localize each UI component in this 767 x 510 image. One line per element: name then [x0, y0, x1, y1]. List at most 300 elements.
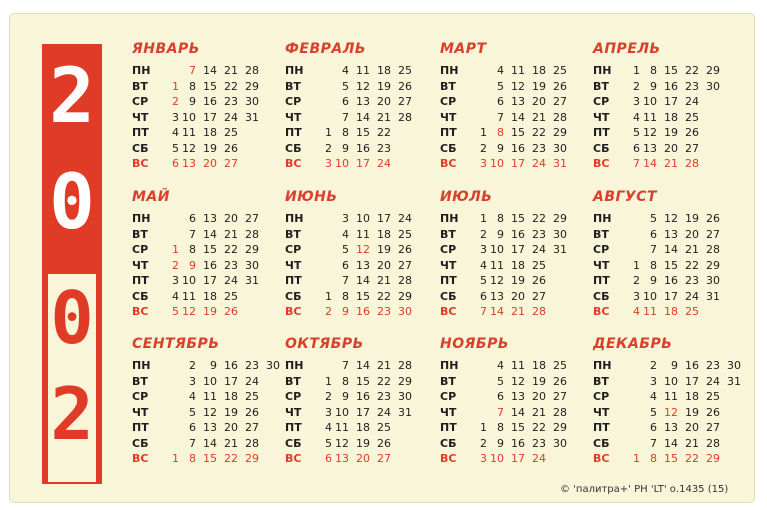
day-number: 27	[553, 95, 567, 108]
weekday-label: ЧТ	[132, 405, 149, 419]
weekday-label: ПТ	[285, 274, 302, 287]
weekday-label: СБ	[285, 436, 302, 450]
day-number: 10	[664, 374, 678, 388]
day-number: 8	[189, 243, 196, 256]
weekday-label: ВС	[440, 452, 457, 465]
month-block	[132, 336, 282, 476]
day-number: 8	[650, 64, 657, 77]
day-number: 26	[398, 243, 412, 256]
day-number: 28	[398, 274, 412, 287]
day-number: 12	[182, 305, 196, 318]
day-number: 11	[203, 390, 217, 403]
day-number: 5	[325, 436, 332, 450]
day-number: 3	[325, 405, 332, 419]
day-number: 24	[532, 157, 546, 170]
weekday-label: ЧТ	[593, 258, 610, 272]
day-number: 29	[553, 421, 567, 434]
day-number: 30	[266, 359, 280, 372]
month-block	[440, 336, 590, 476]
day-number: 19	[532, 374, 546, 388]
day-number: 27	[553, 390, 567, 403]
weekday-label: ЧТ	[593, 110, 610, 124]
day-number: 1	[633, 64, 640, 77]
day-number: 4	[633, 305, 640, 318]
weekday-label: ВС	[593, 157, 610, 170]
day-number: 30	[245, 95, 259, 108]
day-number: 5	[172, 141, 179, 155]
weekday-label: СР	[132, 390, 149, 403]
weekday-label: ПТ	[285, 126, 302, 139]
day-number: 10	[490, 452, 504, 465]
month-name: ДЕКАБРЬ	[593, 336, 673, 352]
day-number: 2	[325, 390, 332, 403]
weekday-label: ВС	[285, 157, 302, 170]
day-number: 9	[650, 79, 657, 93]
day-number: 31	[553, 243, 567, 256]
day-number: 22	[224, 243, 238, 256]
day-number: 10	[490, 157, 504, 170]
day-number: 22	[685, 452, 699, 465]
day-number: 7	[342, 274, 349, 287]
day-number: 1	[325, 126, 332, 139]
day-number: 14	[511, 405, 525, 419]
day-number: 25	[553, 359, 567, 372]
weekday-label: ПН	[285, 64, 304, 77]
day-number: 20	[377, 95, 391, 108]
day-number: 6	[189, 212, 196, 225]
day-number: 5	[480, 274, 487, 287]
day-number: 10	[203, 374, 217, 388]
day-number: 31	[553, 157, 567, 170]
day-number: 31	[245, 110, 259, 124]
weekday-label: ПТ	[593, 274, 610, 287]
day-number: 15	[203, 452, 217, 465]
day-number: 15	[203, 79, 217, 93]
day-number: 13	[490, 289, 504, 303]
day-number: 13	[203, 212, 217, 225]
day-number: 18	[224, 390, 238, 403]
day-number: 26	[553, 79, 567, 93]
month-name: ОКТЯБРЬ	[285, 336, 364, 352]
day-number: 10	[643, 95, 657, 108]
day-number: 27	[398, 95, 412, 108]
month-block	[285, 336, 435, 476]
day-number: 18	[377, 227, 391, 241]
day-number: 16	[356, 390, 370, 403]
weekday-label: ПТ	[285, 421, 302, 434]
day-number: 7	[497, 405, 504, 419]
day-number: 5	[189, 405, 196, 419]
day-number: 26	[224, 141, 238, 155]
day-number: 10	[643, 289, 657, 303]
day-number: 13	[356, 258, 370, 272]
weekday-label: ВТ	[132, 227, 148, 241]
day-number: 21	[224, 227, 238, 241]
day-number: 15	[511, 212, 525, 225]
day-number: 4	[497, 359, 504, 372]
day-number: 2	[172, 95, 179, 108]
day-number: 5	[342, 79, 349, 93]
year-digit-4: 2	[50, 372, 94, 456]
day-number: 27	[706, 227, 720, 241]
day-number: 13	[182, 157, 196, 170]
day-number: 3	[480, 157, 487, 170]
day-number: 19	[511, 274, 525, 287]
day-number: 6	[480, 289, 487, 303]
day-number: 14	[356, 110, 370, 124]
day-number: 17	[377, 212, 391, 225]
day-number: 26	[245, 405, 259, 419]
day-number: 16	[203, 95, 217, 108]
weekday-label: СР	[593, 243, 610, 256]
day-number: 28	[398, 359, 412, 372]
day-number: 17	[356, 405, 370, 419]
weekday-label: СР	[593, 390, 610, 403]
day-number: 1	[633, 258, 640, 272]
weekday-label: СБ	[285, 141, 302, 155]
month-block	[132, 189, 282, 329]
day-number: 6	[497, 95, 504, 108]
weekday-label: ПТ	[440, 126, 457, 139]
day-number: 2	[633, 79, 640, 93]
day-number: 14	[356, 274, 370, 287]
month-name: ИЮНЬ	[285, 189, 338, 205]
day-number: 12	[664, 212, 678, 225]
weekday-label: ВТ	[440, 374, 456, 388]
day-number: 10	[182, 274, 196, 287]
day-number: 13	[664, 227, 678, 241]
year-window	[48, 274, 96, 482]
day-number: 11	[356, 227, 370, 241]
day-number: 3	[633, 95, 640, 108]
weekday-label: ЧТ	[593, 405, 610, 419]
weekday-label: ПТ	[440, 421, 457, 434]
copyright-text: © 'палитра+' РН 'LT' о.1435 (15)	[560, 484, 729, 495]
day-number: 14	[490, 305, 504, 318]
day-number: 4	[342, 64, 349, 77]
day-number: 23	[532, 141, 546, 155]
day-number: 2	[650, 359, 657, 372]
weekday-label: ВТ	[593, 79, 609, 93]
day-number: 21	[377, 274, 391, 287]
day-number: 8	[342, 126, 349, 139]
day-number: 12	[182, 141, 196, 155]
day-number: 20	[511, 289, 525, 303]
day-number: 5	[497, 374, 504, 388]
day-number: 30	[727, 359, 741, 372]
day-number: 4	[342, 227, 349, 241]
day-number: 15	[203, 243, 217, 256]
weekday-label: ЧТ	[440, 110, 457, 124]
weekday-label: ПН	[132, 359, 151, 372]
day-number: 11	[643, 110, 657, 124]
day-number: 31	[727, 374, 741, 388]
day-number: 20	[203, 157, 217, 170]
day-number: 3	[480, 452, 487, 465]
day-number: 14	[664, 243, 678, 256]
weekday-label: ПН	[285, 359, 304, 372]
day-number: 14	[643, 157, 657, 170]
day-number: 29	[553, 212, 567, 225]
weekday-label: СБ	[285, 289, 302, 303]
day-number: 21	[532, 405, 546, 419]
day-number: 4	[189, 390, 196, 403]
day-number: 6	[342, 258, 349, 272]
day-number: 12	[511, 374, 525, 388]
weekday-label: ПТ	[593, 126, 610, 139]
weekday-label: ВТ	[285, 227, 301, 241]
day-number: 19	[532, 79, 546, 93]
day-number: 21	[377, 110, 391, 124]
day-number: 22	[377, 374, 391, 388]
day-number: 8	[650, 258, 657, 272]
day-number: 22	[685, 64, 699, 77]
day-number: 14	[203, 227, 217, 241]
month-name: ФЕВРАЛЬ	[285, 41, 367, 57]
day-number: 28	[685, 157, 699, 170]
day-number: 21	[664, 157, 678, 170]
day-number: 4	[172, 126, 179, 139]
day-number: 22	[532, 126, 546, 139]
day-number: 1	[480, 421, 487, 434]
day-number: 30	[706, 79, 720, 93]
weekday-label: ВТ	[132, 79, 148, 93]
day-number: 9	[671, 359, 678, 372]
month-block	[593, 189, 743, 329]
weekday-label: ВТ	[132, 374, 148, 388]
day-number: 21	[224, 436, 238, 450]
day-number: 15	[356, 289, 370, 303]
day-number: 25	[224, 289, 238, 303]
day-number: 2	[480, 436, 487, 450]
day-number: 11	[356, 64, 370, 77]
day-number: 18	[532, 64, 546, 77]
day-number: 9	[650, 274, 657, 287]
day-number: 7	[189, 64, 196, 77]
day-number: 11	[643, 305, 657, 318]
day-number: 1	[325, 289, 332, 303]
day-number: 13	[203, 421, 217, 434]
day-number: 15	[511, 126, 525, 139]
weekday-label: СБ	[593, 289, 610, 303]
month-name: МАРТ	[440, 41, 487, 57]
day-number: 5	[650, 405, 657, 419]
day-number: 19	[377, 79, 391, 93]
day-number: 5	[497, 79, 504, 93]
weekday-label: СР	[440, 243, 457, 256]
day-number: 11	[664, 390, 678, 403]
day-number: 13	[335, 452, 349, 465]
day-number: 21	[511, 305, 525, 318]
weekday-label: ПН	[285, 212, 304, 225]
day-number: 23	[224, 258, 238, 272]
day-number: 24	[532, 452, 546, 465]
day-number: 18	[685, 390, 699, 403]
weekday-label: ЧТ	[285, 110, 302, 124]
day-number: 18	[664, 110, 678, 124]
day-number: 8	[342, 289, 349, 303]
day-number: 26	[398, 79, 412, 93]
day-number: 30	[245, 258, 259, 272]
day-number: 30	[706, 274, 720, 287]
day-number: 23	[377, 390, 391, 403]
day-number: 16	[664, 79, 678, 93]
day-number: 8	[650, 452, 657, 465]
weekday-label: ВС	[132, 305, 149, 318]
weekday-label: СР	[285, 243, 302, 256]
day-number: 24	[377, 405, 391, 419]
day-number: 13	[511, 95, 525, 108]
day-number: 2	[480, 141, 487, 155]
day-number: 27	[245, 421, 259, 434]
day-number: 13	[356, 95, 370, 108]
weekday-label: СБ	[440, 436, 457, 450]
month-block	[132, 41, 282, 181]
day-number: 17	[664, 95, 678, 108]
weekday-label: ЧТ	[285, 258, 302, 272]
month-name: ИЮЛЬ	[440, 189, 493, 205]
day-number: 5	[633, 126, 640, 139]
day-number: 12	[335, 436, 349, 450]
day-number: 17	[203, 274, 217, 287]
day-number: 3	[650, 374, 657, 388]
weekday-label: ВС	[593, 452, 610, 465]
day-number: 16	[356, 305, 370, 318]
day-number: 25	[553, 64, 567, 77]
day-number: 4	[633, 110, 640, 124]
day-number: 15	[664, 258, 678, 272]
day-number: 13	[511, 390, 525, 403]
weekday-label: ВС	[285, 452, 302, 465]
month-block	[285, 189, 435, 329]
weekday-label: ПТ	[132, 126, 149, 139]
day-number: 16	[685, 359, 699, 372]
weekday-label: ВТ	[285, 374, 301, 388]
day-number: 24	[398, 212, 412, 225]
day-number: 26	[224, 305, 238, 318]
day-number: 28	[245, 227, 259, 241]
day-number: 20	[685, 227, 699, 241]
day-number: 6	[172, 157, 179, 170]
month-block	[593, 336, 743, 476]
day-number: 7	[497, 110, 504, 124]
day-number: 12	[664, 405, 678, 419]
day-number: 27	[245, 212, 259, 225]
day-number: 29	[245, 452, 259, 465]
day-number: 20	[356, 452, 370, 465]
weekday-label: ЧТ	[440, 405, 457, 419]
weekday-label: ЧТ	[285, 405, 302, 419]
day-number: 19	[203, 305, 217, 318]
weekday-label: СР	[440, 390, 457, 403]
year-digit-1: 2	[49, 51, 95, 140]
day-number: 3	[325, 157, 332, 170]
month-name: ЯНВАРЬ	[132, 41, 200, 57]
day-number: 27	[532, 289, 546, 303]
day-number: 28	[706, 243, 720, 256]
day-number: 23	[224, 95, 238, 108]
day-number: 23	[532, 436, 546, 450]
day-number: 12	[356, 243, 370, 256]
day-number: 8	[189, 452, 196, 465]
day-number: 24	[532, 243, 546, 256]
day-number: 25	[224, 126, 238, 139]
day-number: 4	[480, 258, 487, 272]
day-number: 27	[377, 452, 391, 465]
weekday-label: ПТ	[593, 421, 610, 434]
day-number: 22	[685, 258, 699, 272]
day-number: 20	[377, 258, 391, 272]
day-number: 24	[685, 95, 699, 108]
day-number: 11	[511, 64, 525, 77]
day-number: 4	[497, 64, 504, 77]
weekday-label: ВТ	[593, 374, 609, 388]
day-number: 19	[685, 405, 699, 419]
day-number: 3	[172, 274, 179, 287]
day-number: 3	[633, 289, 640, 303]
day-number: 13	[664, 421, 678, 434]
day-number: 19	[203, 141, 217, 155]
day-number: 10	[335, 157, 349, 170]
day-number: 16	[664, 274, 678, 287]
calendar-card	[10, 14, 754, 502]
day-number: 31	[398, 405, 412, 419]
weekday-label: СР	[440, 95, 457, 108]
day-number: 9	[497, 141, 504, 155]
month-block	[440, 41, 590, 181]
day-number: 2	[325, 141, 332, 155]
day-number: 3	[189, 374, 196, 388]
weekday-label: ПТ	[132, 274, 149, 287]
day-number: 25	[398, 64, 412, 77]
day-number: 21	[685, 243, 699, 256]
day-number: 2	[480, 227, 487, 241]
day-number: 4	[325, 421, 332, 434]
day-number: 21	[532, 110, 546, 124]
day-number: 16	[511, 227, 525, 241]
month-block	[440, 189, 590, 329]
day-number: 24	[245, 374, 259, 388]
day-number: 29	[245, 243, 259, 256]
day-number: 29	[706, 64, 720, 77]
day-number: 16	[511, 436, 525, 450]
day-number: 7	[480, 305, 487, 318]
day-number: 17	[511, 452, 525, 465]
day-number: 22	[532, 212, 546, 225]
day-number: 25	[706, 390, 720, 403]
weekday-label: ВС	[132, 157, 149, 170]
day-number: 29	[245, 79, 259, 93]
day-number: 8	[497, 421, 504, 434]
day-number: 27	[685, 141, 699, 155]
day-number: 20	[224, 212, 238, 225]
year-digit-3: 0	[50, 276, 94, 360]
day-number: 28	[553, 110, 567, 124]
day-number: 4	[172, 289, 179, 303]
day-number: 17	[511, 157, 525, 170]
weekday-label: СР	[285, 95, 302, 108]
day-number: 18	[664, 305, 678, 318]
day-number: 23	[685, 79, 699, 93]
day-number: 29	[398, 374, 412, 388]
day-number: 17	[511, 243, 525, 256]
day-number: 20	[224, 421, 238, 434]
weekday-label: ПН	[593, 359, 612, 372]
day-number: 16	[224, 359, 238, 372]
day-number: 26	[706, 405, 720, 419]
day-number: 6	[342, 95, 349, 108]
month-block	[285, 41, 435, 181]
